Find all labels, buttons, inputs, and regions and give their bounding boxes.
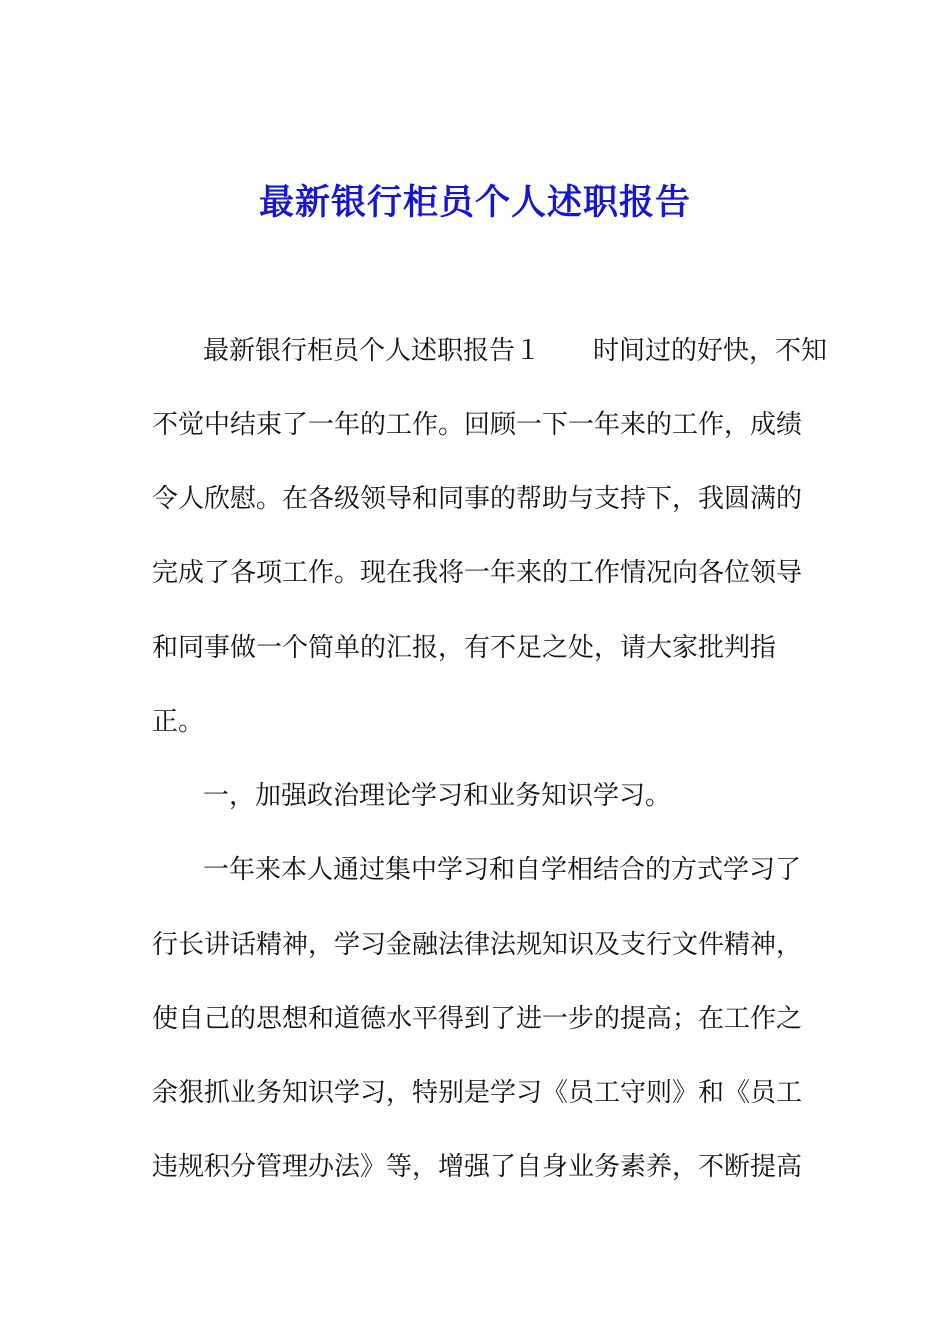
paragraph-line: 完成了各项工作。现在我将一年来的工作情况向各位领导: [152, 558, 803, 588]
paragraph-line: 一年来本人通过集中学习和自学相结合的方式学习了: [203, 855, 802, 885]
report-heading: 最新银行柜员个人述职报告１: [203, 336, 542, 366]
paragraph-text: 时间过的好快，不知: [593, 336, 828, 366]
paragraph-line: 和同事做一个简单的汇报，有不足之处，请大家批判指: [152, 633, 777, 663]
paragraph-line: 使自己的思想和道德水平得到了进一步的提高；在工作之: [152, 1004, 803, 1034]
paragraph-line: 余狠抓业务知识学习，特别是学习《员工守则》和《员工: [152, 1078, 803, 1108]
paragraph-line: 违规积分管理办法》等，增强了自身业务素养，不断提高: [152, 1152, 803, 1182]
paragraph-line: [203, 331, 863, 371]
paragraph-line: 正。: [152, 707, 205, 737]
section-heading: 一，加强政治理论学习和业务知识学习。: [203, 781, 672, 811]
document-title: 最新银行柜员个人述职报告: [258, 182, 691, 223]
paragraph-line: 不觉中结束了一年的工作。回顾一下一年来的工作，成绩: [152, 410, 803, 440]
paragraph-line: 令人欣慰。在各级领导和同事的帮助与支持下，我圆满的: [152, 484, 803, 514]
paragraph-line: 行长讲话精神，学习金融法律法规知识及支行文件精神，: [152, 930, 803, 960]
